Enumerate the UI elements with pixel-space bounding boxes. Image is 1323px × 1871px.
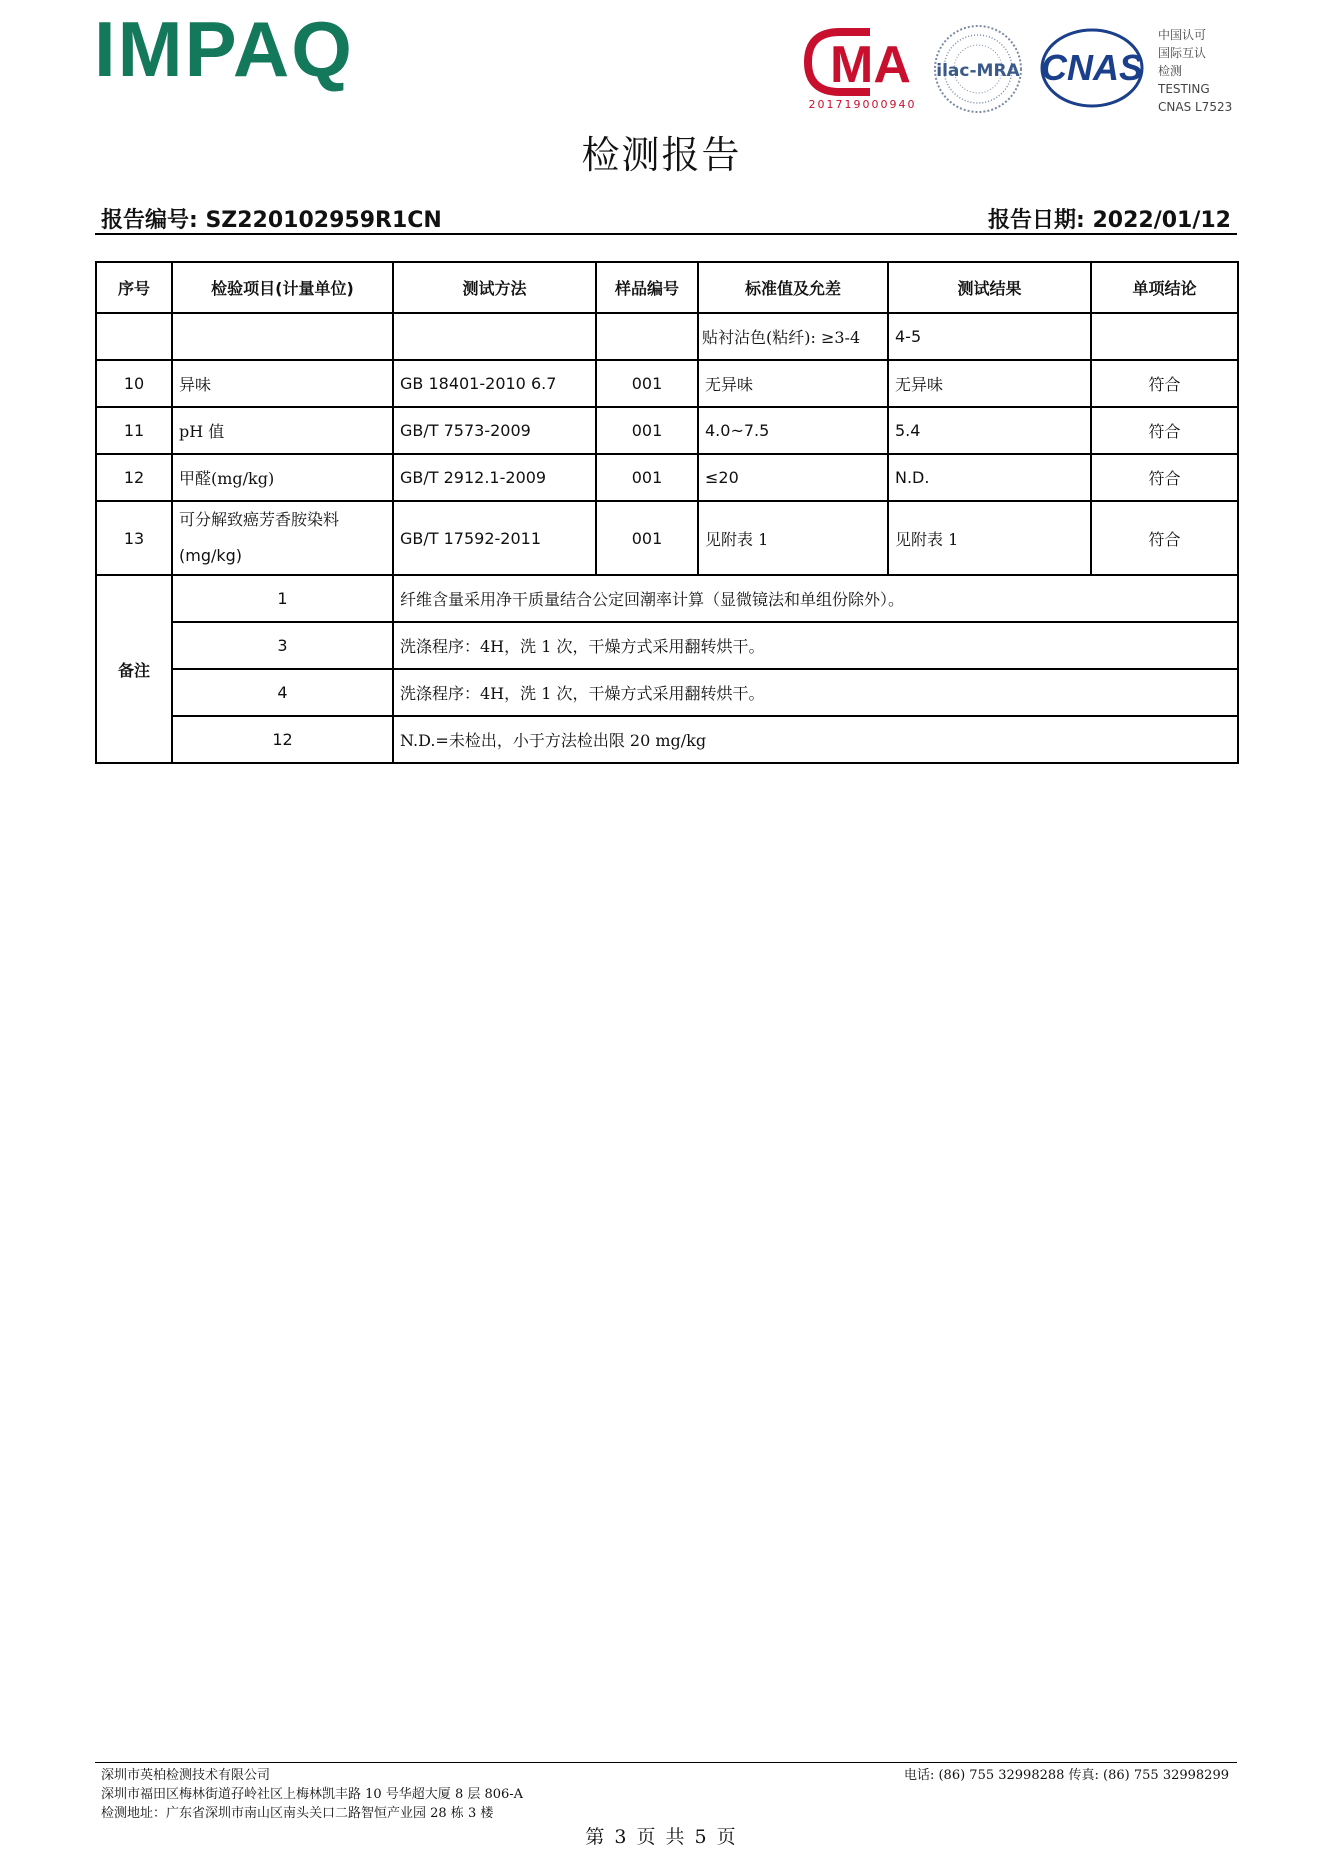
- cell-sample: [596, 313, 698, 360]
- remark-text: 洗涤程序：4H，洗 1 次，干燥方式采用翻转烘干。: [393, 669, 1238, 716]
- remark-no: 4: [172, 669, 393, 716]
- footer-company-info: [101, 1766, 523, 1823]
- cell-sample: 001: [596, 501, 698, 575]
- cell-item: 甲醛(mg/kg): [172, 454, 393, 501]
- header-no: 序号: [96, 262, 172, 313]
- header-standard: 标准值及允差: [698, 262, 888, 313]
- cell-standard: 无异味: [698, 360, 888, 407]
- cnas-label: CNAS: [1040, 47, 1144, 88]
- cell-method: [393, 313, 596, 360]
- cnas-mark: [1040, 26, 1150, 110]
- header-item: 检验项目(计量单位): [172, 262, 393, 313]
- report-number: 报告编号: SZ220102959R1CN: [101, 208, 442, 233]
- table-row: [96, 360, 1238, 407]
- table-row: [96, 407, 1238, 454]
- cell-no: 13: [96, 501, 172, 575]
- remark-text: 纤维含量采用净干质量结合公定回潮率计算（显微镜法和单组份除外）。: [393, 575, 1238, 622]
- page-number: 第 3 页 共 5 页: [585, 1826, 738, 1848]
- report-date: 报告日期: 2022/01/12: [988, 208, 1231, 233]
- logo-text: IMPAQ: [94, 5, 354, 93]
- cnas-text-line: CNAS L7523: [1158, 100, 1233, 114]
- cma-number: 201719000940: [808, 98, 917, 111]
- cell-conclusion: 符合: [1091, 360, 1238, 407]
- footer-company: 深圳市英柏检测技术有限公司: [101, 1768, 271, 1783]
- remarks-label: 备注: [96, 575, 172, 763]
- cell-result: N.D.: [888, 454, 1091, 501]
- cell-item: [172, 501, 393, 575]
- footer-divider: [95, 1762, 1237, 1763]
- cma-label: MA: [830, 36, 911, 94]
- cnas-text-line: 检测: [1158, 64, 1183, 78]
- table-row: [96, 454, 1238, 501]
- meta-divider: [95, 233, 1237, 235]
- table-row: [96, 501, 1238, 575]
- cell-conclusion: [1091, 313, 1238, 360]
- cell-result: 5.4: [888, 407, 1091, 454]
- table-header-row: [96, 262, 1238, 313]
- cell-method: GB/T 7573-2009: [393, 407, 596, 454]
- cell-standard: 见附表 1: [698, 501, 888, 575]
- cell-standard: ≤20: [698, 454, 888, 501]
- cell-result: 4-5: [888, 313, 1091, 360]
- results-table: [95, 261, 1239, 764]
- table-row: [96, 313, 1238, 360]
- cell-no: 11: [96, 407, 172, 454]
- remark-no: 12: [172, 716, 393, 763]
- footer-contact: 电话: (86) 755 32998288 传真: (86) 755 32998299: [903, 1768, 1229, 1783]
- cell-method: GB/T 2912.1-2009: [393, 454, 596, 501]
- remark-no: 1: [172, 575, 393, 622]
- header-conclusion: 单项结论: [1091, 262, 1238, 313]
- cnas-accreditation-text: [1158, 26, 1232, 116]
- cell-standard: 贴衬沾色(粘纤): ≥3-4: [698, 313, 888, 360]
- document-title: 检测报告: [581, 133, 742, 177]
- cell-no: 10: [96, 360, 172, 407]
- header-sample: 样品编号: [596, 262, 698, 313]
- cell-sample: 001: [596, 454, 698, 501]
- cell-item: [172, 313, 393, 360]
- cell-sample: 001: [596, 407, 698, 454]
- cell-conclusion: 符合: [1091, 407, 1238, 454]
- company-logo: [94, 5, 354, 93]
- cnas-text-line: TESTING: [1158, 82, 1210, 96]
- cell-item: 异味: [172, 360, 393, 407]
- remark-row: [96, 575, 1238, 622]
- cell-conclusion: 符合: [1091, 454, 1238, 501]
- cell-standard: 4.0~7.5: [698, 407, 888, 454]
- ilac-mra-mark: [932, 20, 1024, 118]
- remark-text: 洗涤程序：4H，洗 1 次，干燥方式采用翻转烘干。: [393, 622, 1238, 669]
- cnas-text-line: 中国认可: [1158, 28, 1207, 42]
- footer-address: 深圳市福田区梅林街道孖岭社区上梅林凯丰路 10 号华超大厦 8 层 806-A: [101, 1787, 524, 1802]
- cell-sample: 001: [596, 360, 698, 407]
- remark-text: N.D.=未检出，小于方法检出限 20 mg/kg: [393, 716, 1238, 763]
- remark-row: [96, 622, 1238, 669]
- cell-method: GB/T 17592-2011: [393, 501, 596, 575]
- ilac-label: ilac-MRA: [936, 61, 1020, 81]
- cell-no: [96, 313, 172, 360]
- footer-test-address: 检测地址：广东省深圳市南山区南头关口二路智恒产业园 28 栋 3 楼: [101, 1806, 494, 1821]
- remark-row: [96, 669, 1238, 716]
- cell-result: 无异味: [888, 360, 1091, 407]
- cell-method: GB 18401-2010 6.7: [393, 360, 596, 407]
- cell-item: pH 值: [172, 407, 393, 454]
- certification-marks: [800, 20, 1240, 120]
- cell-result: 见附表 1: [888, 501, 1091, 575]
- report-meta: [101, 203, 1231, 233]
- remark-no: 3: [172, 622, 393, 669]
- header-method: 测试方法: [393, 262, 596, 313]
- cell-conclusion: 符合: [1091, 501, 1238, 575]
- cell-no: 12: [96, 454, 172, 501]
- header-result: 测试结果: [888, 262, 1091, 313]
- cnas-text-line: 国际互认: [1158, 46, 1207, 60]
- remark-row: [96, 716, 1238, 763]
- cell-item-line: 可分解致癌芳香胺染料: [179, 510, 340, 529]
- cell-item-line: (mg/kg): [179, 546, 243, 565]
- cma-mark: [800, 26, 925, 98]
